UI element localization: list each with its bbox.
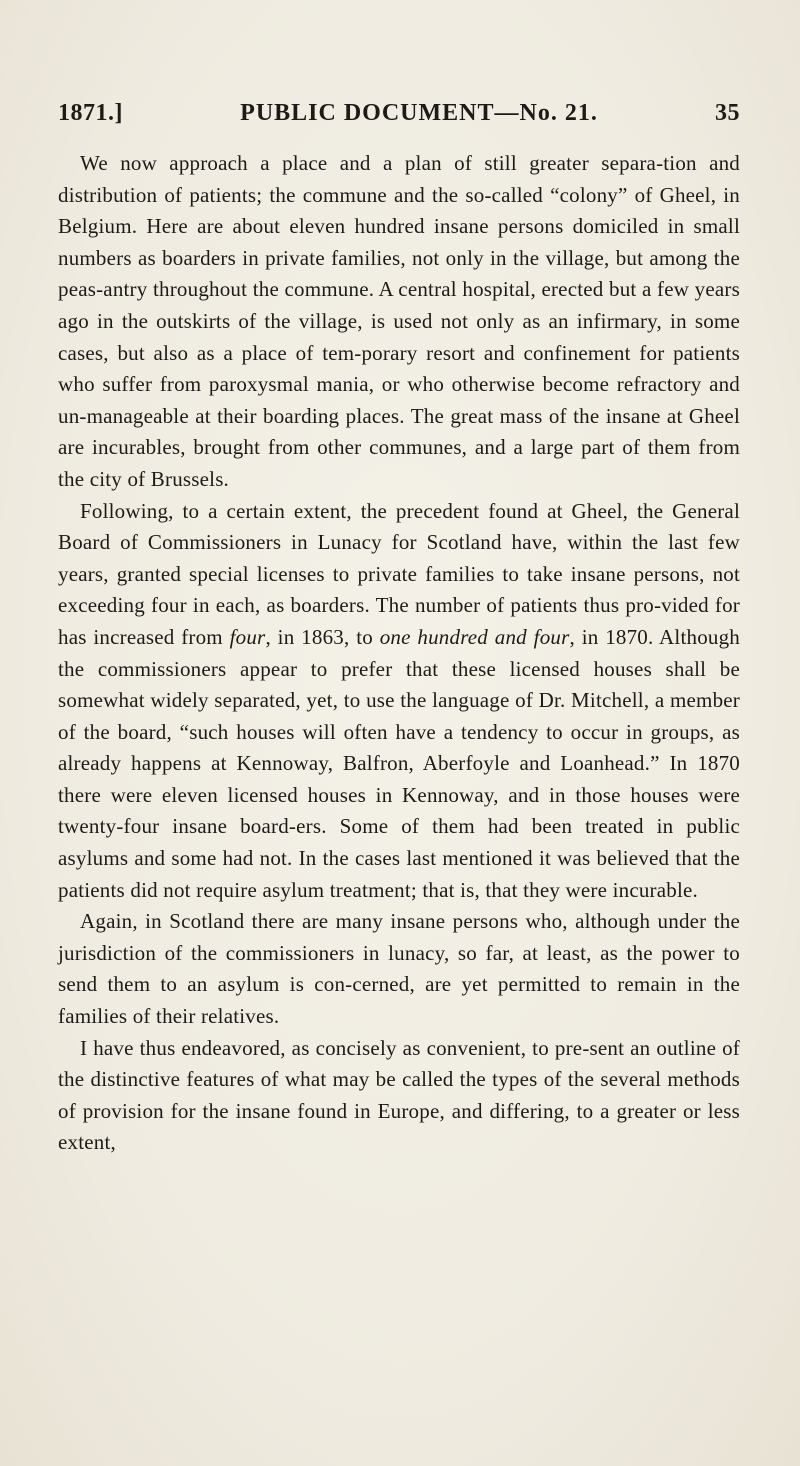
page-number: 35 [715,100,740,126]
paragraph-text: We now approach a place and a plan of still greater separa-tion and distribution of patients; the commune and the so-called “colony” of Gheel, in Belgium. Here are about eleven hundred insane persons domiciled in small numbers as boarders in private families, not only in the village, but among the peas-antry throughout the commune. A central hospital, erected but a few years ago in the outskirts of the village, is used not only as an infirmary, in some cases, but also as a place of tem-porary resort and confinement for patients who suffer from paroxysmal mania, or who otherwise become refractory and un-manageable at their boarding places. The great mass of the insane at Gheel are incurables, brought from other communes, and a large part of them from the city of Brussels. [58,151,740,491]
header-title: PUBLIC DOCUMENT—No. 21. [240,100,598,126]
paragraph-summary [58,1033,740,1159]
running-header [58,100,740,136]
body-text [58,148,740,1159]
paragraph-families [58,906,740,1032]
paragraph-text: , in 1870. Although the commissioners appear to prefer that these licensed houses shall be somewhat widely separated, yet, to use the language of Dr. Mitchell, a member of the board, “such houses will often have a tendency to occur in groups, as already happens at Kennoway, Balfron, Aberfoyle and Loanhead.” In 1870 there were eleven licensed houses in Kennoway, and in those houses were twenty-four insane board-ers. Some of them had been treated in public asylums and some had not. In the cases last mentioned it was believed that the patients did not require asylum treatment; that is, that they were incurable. [58,624,740,902]
paragraph-text: , in 1863, to [265,624,380,649]
italic-four: four [229,624,266,649]
paragraph-text: Again, in Scotland there are many insane persons who, although under the jurisdiction of the commissioners in lunacy, so far, at least, as the power to send them to an asylum is con-cerned, are yet permitted to remain in the families of their relatives. [58,909,740,1029]
paragraph-text: I have thus endeavored, as concisely as convenient, to pre-sent an outline of the distinctive features of what may be called the types of the several methods of provision for the insane found in Europe, and differing, to a greater or less extent, [58,1035,740,1155]
paragraph-gheel [58,148,740,496]
italic-one-hundred-and-four: one hundred and four [379,624,570,649]
header-year: 1871.] [58,100,123,126]
paragraph-text: Following, to a certain extent, the precedent found at Gheel, the General Board of Commissioners in Lunacy for Scotland have, within the last few years, granted special licenses to private families to take insane persons, not exceeding four in each, as boarders. The number of patients thus pro-vided for has increased from [58,498,740,649]
paragraph-scotland-licenses [58,496,740,907]
